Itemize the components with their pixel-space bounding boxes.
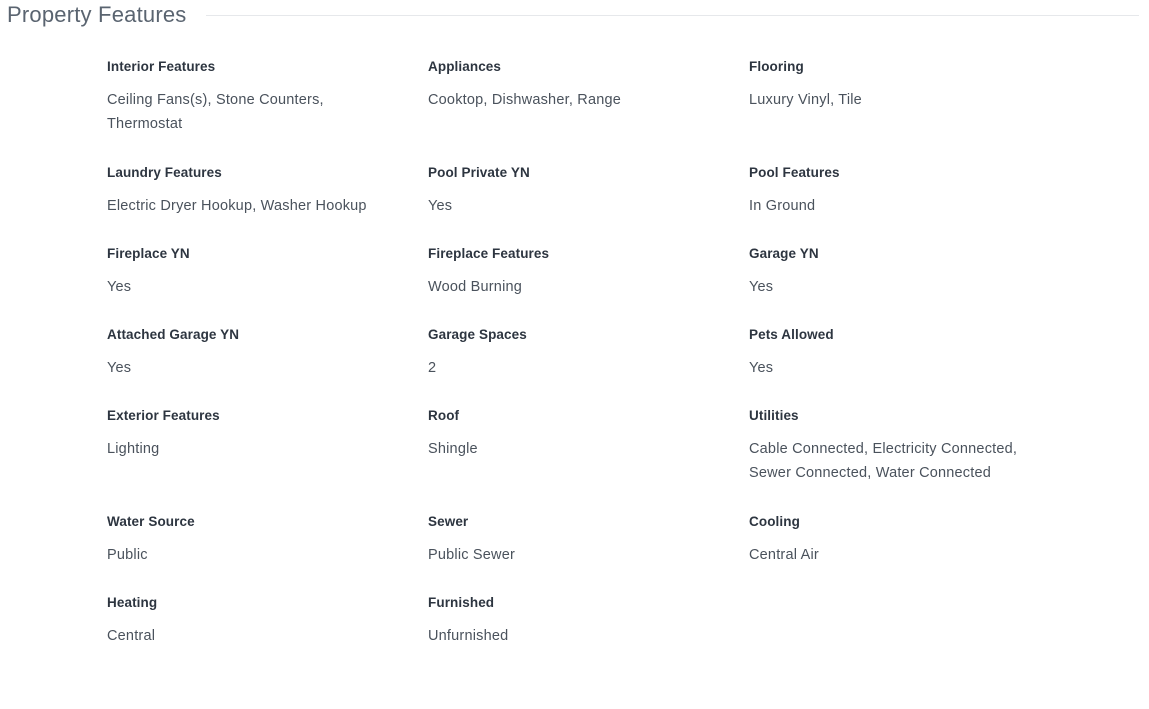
feature-item-heating [107,595,428,655]
feature-label: Heating [107,595,158,610]
section-title: Property Features [7,2,187,27]
feature-label: Pool Features [749,165,840,180]
feature-item-sewer [428,514,749,595]
feature-value: Central [107,628,156,644]
feature-label: Flooring [749,59,804,74]
feature-item-flooring [749,59,1069,165]
feature-item-furnished [428,595,749,655]
feature-value: Central Air [749,547,819,563]
feature-item-exterior-features [107,408,428,514]
feature-label: Laundry Features [107,165,222,180]
feature-value: Unfurnished [428,628,509,644]
feature-value: Yes [428,198,453,214]
feature-label: Garage YN [749,246,819,261]
feature-label: Cooling [749,514,800,529]
feature-item-water-source [107,514,428,595]
feature-item-pool-private-yn [428,165,749,246]
empty-cell [749,595,1069,655]
section-divider [206,15,1139,16]
feature-label: Fireplace Features [428,246,550,261]
property-features-grid [107,59,1107,655]
feature-value: Cable Connected, Electricity Connected, Sewer Connected, Water Connected [749,441,1018,481]
feature-value: Yes [749,360,774,376]
feature-item-attached-garage-yn [107,327,428,408]
feature-label: Roof [428,408,460,423]
feature-label: Attached Garage YN [107,327,240,342]
feature-value: Cooktop, Dishwasher, Range [428,92,621,108]
feature-label: Water Source [107,514,195,529]
feature-label: Fireplace YN [107,246,190,261]
feature-value: In Ground [749,198,816,214]
feature-item-interior-features [107,59,428,165]
feature-value: 2 [428,360,437,376]
feature-item-garage-spaces [428,327,749,408]
feature-item-garage-yn [749,246,1069,327]
feature-item-utilities [749,408,1069,514]
feature-item-fireplace-yn [107,246,428,327]
feature-label: Utilities [749,408,799,423]
feature-value: Yes [749,279,774,295]
feature-value: Yes [107,360,132,376]
feature-label: Appliances [428,59,502,74]
feature-label: Interior Features [107,59,216,74]
feature-item-laundry-features [107,165,428,246]
feature-item-roof [428,408,749,514]
feature-value: Lighting [107,441,160,457]
feature-label: Furnished [428,595,495,610]
feature-item-cooling [749,514,1069,595]
feature-value: Shingle [428,441,478,457]
feature-item-appliances [428,59,749,165]
feature-label: Exterior Features [107,408,220,423]
feature-item-fireplace-features [428,246,749,327]
feature-value: Wood Burning [428,279,523,295]
feature-value: Ceiling Fans(s), Stone Counters, Thermostat [107,92,324,132]
feature-label: Sewer [428,514,469,529]
feature-value: Public Sewer [428,547,516,563]
property-features-header [7,0,1139,30]
feature-value: Yes [107,279,132,295]
feature-value: Public [107,547,148,563]
feature-label: Garage Spaces [428,327,527,342]
feature-item-pets-allowed [749,327,1069,408]
feature-item-pool-features [749,165,1069,246]
feature-label: Pool Private YN [428,165,530,180]
feature-value: Electric Dryer Hookup, Washer Hookup [107,198,367,214]
feature-label: Pets Allowed [749,327,834,342]
feature-value: Luxury Vinyl, Tile [749,92,862,108]
